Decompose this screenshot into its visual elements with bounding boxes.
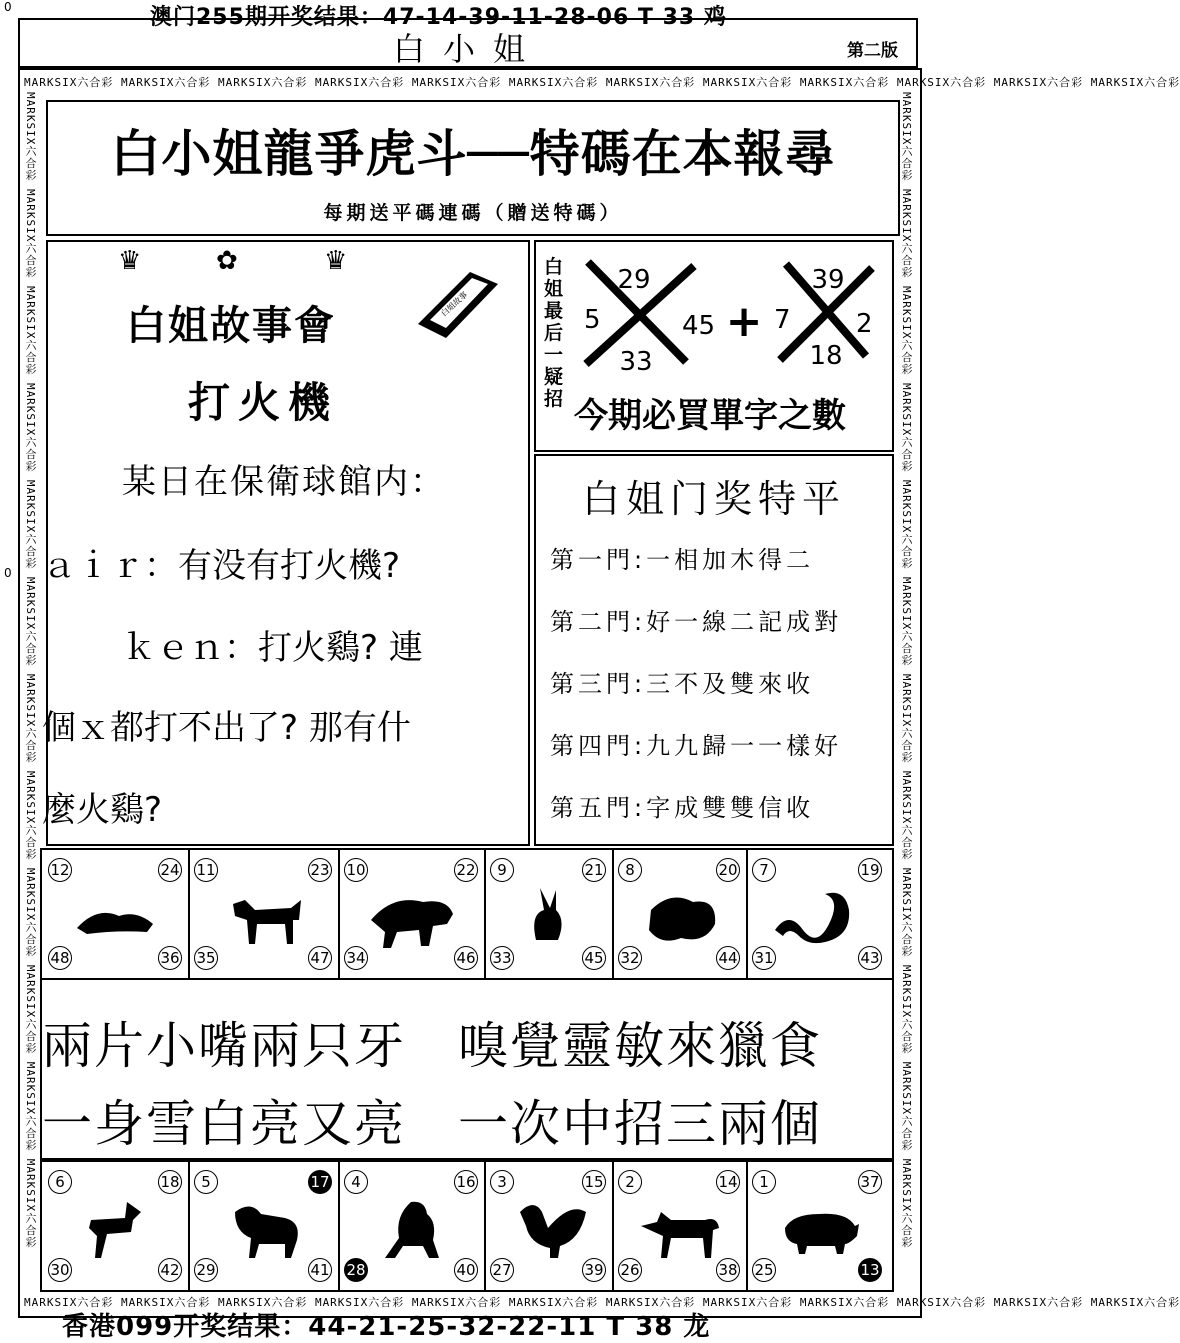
poem-line: 一身雪白亮又亮 一次中招三兩個 (42, 1095, 822, 1153)
zodiac-number: 5 (194, 1170, 218, 1194)
zodiac-number: 33 (490, 946, 514, 970)
story-line: 某日在保衛球館内： (122, 462, 446, 502)
zodiac-number: 9 (490, 858, 514, 882)
zodiac-number: 30 (48, 1258, 72, 1282)
story-line: 個ｘ都打不出了? 那有什 (42, 708, 411, 748)
zodiac-number: 48 (48, 946, 72, 970)
zodiac-number: 35 (194, 946, 218, 970)
zodiac-number: 46 (454, 946, 478, 970)
zodiac-number: 15 (582, 1170, 606, 1194)
zodiac-number: 34 (344, 946, 368, 970)
zodiac-number: 23 (308, 858, 332, 882)
hongkong-result: 香港099开奖结果：44-21-25-32-22-11 T 38 龙 (62, 1312, 711, 1342)
zodiac-number: 3 (490, 1170, 514, 1194)
zodiac-number: 45 (582, 946, 606, 970)
poem-box (40, 978, 894, 1160)
tiger-icon (363, 880, 459, 950)
table-row: 第二門:好一線二記成對 (550, 608, 843, 636)
zodiac-number: 7 (752, 858, 776, 882)
story-line: 麼火鷄? (42, 790, 163, 830)
zodiac-number: 32 (618, 946, 642, 970)
headline-subtitle: 每期送平碼連碼（贈送特碼） (323, 202, 623, 224)
pick-right-right: 2 (856, 309, 873, 339)
zodiac-cell-monkey (338, 1162, 486, 1290)
macau-result: 澳门255期开奖结果：47-14-39-11-28-06 T 33 鸡 (150, 5, 727, 30)
story-title: 打火機 (188, 378, 339, 427)
pick-right-left: 7 (774, 305, 791, 335)
pick-left-right: 45 (682, 311, 716, 341)
picks-panel (534, 240, 894, 452)
goat-icon (215, 1192, 311, 1262)
tulip-icon: ♛ (324, 246, 348, 276)
zodiac-cell-pig (746, 1162, 888, 1290)
zodiac-number: 24 (158, 858, 182, 882)
border-strip-left (22, 92, 38, 1292)
rabbit-icon (500, 880, 596, 950)
zodiac-number: 22 (454, 858, 478, 882)
zodiac-cell-horse (42, 1162, 190, 1290)
zodiac-number: 31 (752, 946, 776, 970)
zodiac-number: 28 (344, 1258, 368, 1282)
zodiac-number: 43 (858, 946, 882, 970)
zodiac-number: 27 (490, 1258, 514, 1282)
zodiac-number: 25 (752, 1258, 776, 1282)
rooster-icon (500, 1192, 596, 1262)
zodiac-cell-snake (746, 850, 888, 978)
edition-label: 第二版 (847, 41, 898, 61)
zodiac-number: 14 (716, 1170, 740, 1194)
plus-sign: + (725, 296, 763, 347)
story-header: 白姐故事會 (126, 303, 336, 349)
zodiac-number: 6 (48, 1170, 72, 1194)
flower-icon: ✿ (216, 246, 238, 276)
zodiac-number: 17 (308, 1170, 332, 1194)
story-line: ａｉｒ：有没有打火機? (42, 546, 401, 586)
border-strip-text: MARKSIX六合彩 MARKSIX六合彩 MARKSIX六合彩 MARKSIX六合彩 MARKSIX六合彩 MARKSIX六合彩 MARKSIX六合彩 MARKSIX六合彩 MARKSIX六合彩 MARKSIX六合彩 MARKSIX六合彩 MARKSIX六合彩 (900, 92, 913, 1249)
crossed-numbers (576, 252, 882, 377)
table-row: 第一門:一相加木得二 (550, 546, 815, 574)
zodiac-cell-tiger (338, 850, 486, 978)
masthead (18, 18, 918, 68)
tulip-icon: ♛ (118, 246, 142, 276)
zodiac-number: 26 (618, 1258, 642, 1282)
pick-left-top: 29 (617, 265, 651, 295)
zodiac-number: 8 (618, 858, 642, 882)
border-strip-text: MARKSIX六合彩 MARKSIX六合彩 MARKSIX六合彩 MARKSIX六合彩 MARKSIX六合彩 MARKSIX六合彩 MARKSIX六合彩 MARKSIX六合彩 MARKSIX六合彩 MARKSIX六合彩 MARKSIX六合彩 MARKSIX六合彩 (24, 92, 37, 1249)
book-label: 白姐故事 (439, 290, 470, 319)
zodiac-number: 41 (308, 1258, 332, 1282)
zodiac-number: 44 (716, 946, 740, 970)
headline-title: 白小姐龍爭虎斗──特碼在本報尋 (110, 124, 836, 183)
zodiac-number: 36 (158, 946, 182, 970)
snake-icon (769, 880, 865, 950)
pick-left-left: 5 (584, 305, 601, 335)
dog-icon (631, 1192, 727, 1262)
headline-box (46, 100, 900, 236)
pick-left-bottom: 33 (619, 347, 653, 377)
zodiac-row-top (40, 848, 894, 980)
border-strip-text: MARKSIX六合彩 MARKSIX六合彩 MARKSIX六合彩 MARKSIX六合彩 MARKSIX六合彩 MARKSIX六合彩 MARKSIX六合彩 MARKSIX六合彩 MARKSIX六合彩 MARKSIX六合彩 MARKSIX六合彩 MARKSIX六合彩 (24, 1296, 1180, 1309)
table-title: 白姐门奖特平 (581, 477, 846, 521)
zodiac-cell-ox (188, 850, 340, 978)
zodiac-number: 21 (582, 858, 606, 882)
zodiac-number: 10 (344, 858, 368, 882)
corner-mark: 0 (4, 0, 12, 14)
masthead-title: 白小姐 (392, 30, 543, 68)
zodiac-cell-rooster (484, 1162, 614, 1290)
table-row: 第四門:九九歸一一樣好 (550, 732, 843, 760)
zodiac-cell-rat (42, 850, 190, 978)
dragon-icon (631, 880, 727, 950)
table-row: 第三門:三不及雙來收 (550, 670, 815, 698)
zodiac-number: 37 (858, 1170, 882, 1194)
zodiac-number: 1 (752, 1170, 776, 1194)
monkey-icon (363, 1192, 459, 1262)
border-strip-right (898, 92, 914, 1292)
zodiac-number: 42 (158, 1258, 182, 1282)
ox-icon (215, 880, 311, 950)
border-strip-top (24, 74, 1180, 90)
pig-icon (769, 1192, 865, 1262)
picks-statement: 今期必買單字之數 (574, 396, 846, 436)
pick-right-top: 39 (811, 265, 845, 295)
zodiac-cell-goat (188, 1162, 340, 1290)
table-row: 第五門:字成雙雙信收 (550, 794, 815, 822)
poem-line: 兩片小嘴兩只牙 嗅覺靈敏來獵食 (42, 1017, 822, 1075)
zodiac-number: 16 (454, 1170, 478, 1194)
zodiac-number: 40 (454, 1258, 478, 1282)
zodiac-number: 18 (158, 1170, 182, 1194)
zodiac-number: 2 (618, 1170, 642, 1194)
zodiac-number: 12 (48, 858, 72, 882)
story-panel (42, 240, 530, 846)
horse-icon (67, 1192, 163, 1262)
zodiac-number: 11 (194, 858, 218, 882)
book-icon (412, 262, 502, 342)
picks-vertical-label: 白姐最后一疑招 (544, 256, 564, 410)
zodiac-cell-dog (612, 1162, 748, 1290)
zodiac-cell-rabbit (484, 850, 614, 978)
zodiac-number: 39 (582, 1258, 606, 1282)
door-table (534, 454, 894, 846)
zodiac-number: 47 (308, 946, 332, 970)
side-mark: 0 (4, 566, 12, 580)
zodiac-number: 29 (194, 1258, 218, 1282)
pick-right-bottom: 18 (809, 341, 843, 371)
zodiac-row-bottom (40, 1160, 894, 1292)
border-strip-text: MARKSIX六合彩 MARKSIX六合彩 MARKSIX六合彩 MARKSIX六合彩 MARKSIX六合彩 MARKSIX六合彩 MARKSIX六合彩 MARKSIX六合彩 MARKSIX六合彩 MARKSIX六合彩 MARKSIX六合彩 MARKSIX六合彩 (24, 76, 1180, 89)
rat-icon (67, 880, 163, 950)
zodiac-number: 38 (716, 1258, 740, 1282)
zodiac-number: 13 (858, 1258, 882, 1282)
zodiac-number: 19 (858, 858, 882, 882)
zodiac-number: 20 (716, 858, 740, 882)
zodiac-cell-dragon (612, 850, 748, 978)
story-line: ｋｅｎ：打火鷄? 連 (122, 628, 423, 668)
zodiac-number: 4 (344, 1170, 368, 1194)
